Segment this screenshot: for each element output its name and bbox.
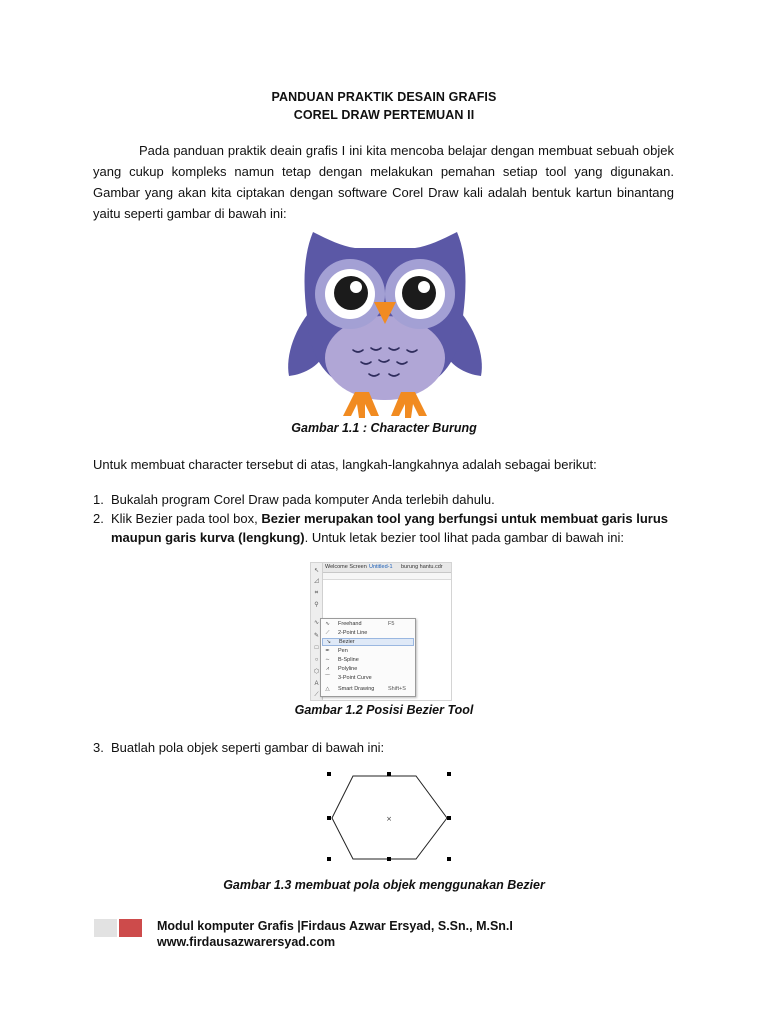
intro-text: Pada panduan praktik deain grafis I ini kita mencoba belajar dengan membuat sebuah objek yang cukup kompleks namun tetap dengan melakukan pemahan setiap tool yang digunakan. Gambar yang akan kita ciptakan dengan software Corel Draw kali adalah bentuk kartun binantang yaitu seperti gambar di bawah ini: [93, 143, 674, 221]
horizontal-ruler [323, 573, 451, 580]
doc-title: PANDUAN PRAKTIK DESAIN GRAFIS [271, 90, 497, 104]
menu-item-smart-drawing[interactable]: △ Smart Drawing Shift+S [325, 686, 406, 692]
pen-icon: ✒ [325, 648, 330, 654]
menu-item-freehand[interactable]: ∿ Freehand F5 [325, 621, 395, 627]
step-2-emphasis: Bezier merupakan tool yang berfungsi untuk membuat garis lurus maupun garis kurva (lengkung) [111, 511, 669, 545]
steps-intro: Untuk membuat character tersebut di atas, langkah-langkahnya adalah sebagai berikut: [93, 457, 597, 472]
rectangle-tool-icon: □ [314, 645, 319, 651]
figure-2-caption: Gambar 1.2 Posisi Bezier Tool [294, 703, 474, 717]
step-3-number: 3. [93, 740, 104, 755]
intro-paragraph [93, 140, 674, 224]
menu-item-bezier[interactable]: ↘ Bezier [322, 638, 414, 646]
text-tool-icon: A [314, 681, 319, 687]
footer-website: www.firdausazwarersyad.com [157, 935, 336, 949]
step-3-text: Buatlah pola objek seperti gambar di bawah ini: [111, 740, 385, 755]
owl-left-eye-shine [350, 281, 362, 293]
doc-subtitle: COREL DRAW PERTEMUAN II [293, 108, 475, 122]
owl-left-pupil [334, 276, 368, 310]
figure-3-caption: Gambar 1.3 membuat pola objek menggunakan Bezier [223, 878, 545, 892]
owl-illustration [285, 226, 485, 422]
three-point-curve-icon: ⌒ [324, 675, 331, 681]
tab-burung-hantu[interactable]: burung hantu.cdr [401, 564, 443, 570]
step-2-lead: Klik Bezier pada tool box, [111, 511, 262, 526]
menu-item-pen[interactable]: ✒ Pen [325, 648, 348, 654]
bezier-tool-screenshot [310, 562, 452, 701]
step-2-tail: . Untuk letak bezier tool lihat pada gambar di bawah ini: [304, 530, 625, 545]
polygon-tool-icon: ⬡ [313, 669, 320, 675]
owl-right-pupil [402, 276, 436, 310]
polyline-icon: ⩘ [325, 666, 330, 672]
freehand-icon: ∿ [325, 621, 330, 627]
step-2-number: 2. [93, 511, 104, 526]
artistic-media-icon: ✎ [313, 633, 320, 639]
footer-author: Modul komputer Grafis |Firdaus Azwar Ersyad, S.Sn., M.Sn.I [157, 919, 513, 933]
smart-drawing-icon: △ [325, 686, 330, 692]
footer-red-square [119, 919, 142, 937]
menu-item-3-point-curve[interactable]: ⌒ 3-Point Curve [324, 675, 372, 681]
pick-tool-icon: ↖ [313, 568, 320, 574]
menu-item-b-spline[interactable]: ∼ B-Spline [325, 657, 359, 663]
hexagon-figure [322, 769, 456, 865]
connector-tool-icon: ⟋ [314, 692, 319, 698]
tab-untitled-1[interactable]: Untitled-1 [369, 564, 393, 570]
step-2-text [111, 509, 674, 547]
bezier-icon: ↘ [326, 639, 331, 645]
zoom-tool-icon: ⚲ [314, 602, 319, 608]
figure-1-caption: Gambar 1.1 : Character Burung [291, 421, 477, 435]
step-3 [93, 738, 674, 757]
shape-tool-icon: ◿ [314, 578, 319, 584]
two-point-line-icon: ⟋ [325, 630, 330, 636]
footer-gray-square [94, 919, 117, 937]
owl-belly [325, 316, 445, 400]
document-tabs [323, 563, 451, 573]
b-spline-icon: ∼ [325, 657, 330, 663]
step-2 [93, 509, 674, 547]
menu-item-polyline[interactable]: ⩘ Polyline [325, 666, 358, 672]
step-1 [93, 490, 674, 509]
curve-tool-icon: ∿ [313, 620, 320, 626]
center-marker: × [386, 815, 392, 823]
curve-flyout-menu [320, 618, 416, 697]
step-1-text: Bukalah program Corel Draw pada komputer Anda terlebih dahulu. [111, 492, 495, 507]
ellipse-tool-icon: ○ [314, 657, 319, 663]
tab-welcome-screen[interactable]: Welcome Screen [325, 564, 367, 570]
menu-item-2-point-line[interactable]: ⟋ 2-Point Line [325, 630, 368, 636]
owl-right-eye-shine [418, 281, 430, 293]
step-1-number: 1. [93, 492, 104, 507]
crop-tool-icon: ⌗ [314, 590, 319, 596]
